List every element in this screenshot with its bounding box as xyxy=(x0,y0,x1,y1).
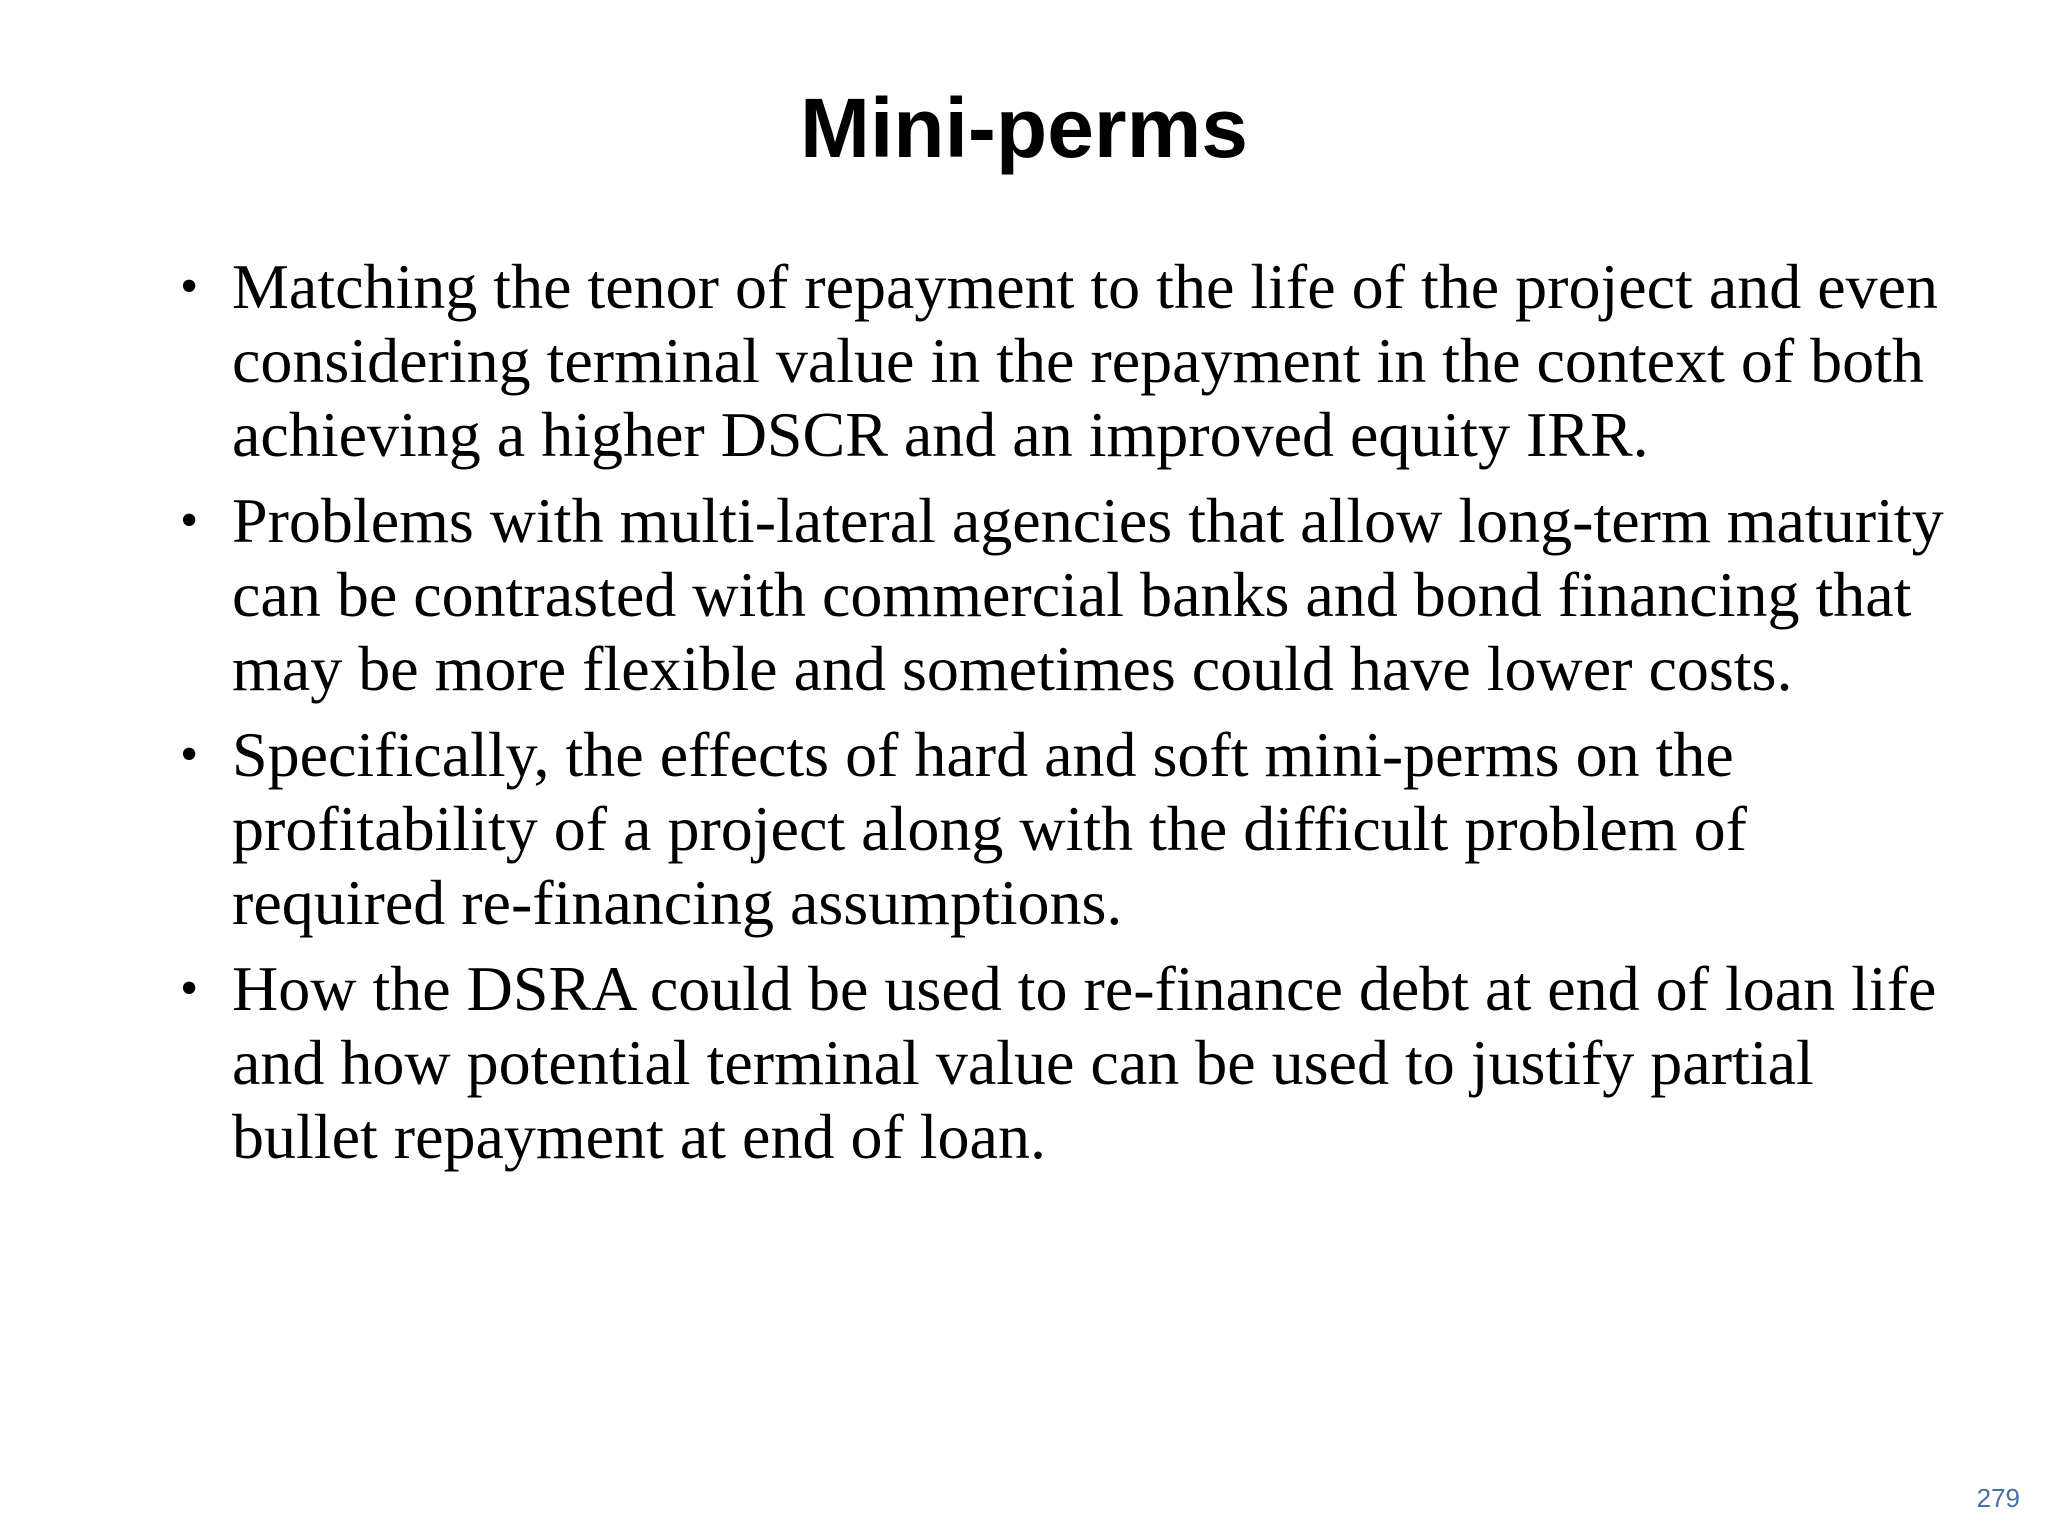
bullet-text: Matching the tenor of repayment to the life of the project and even considering terminal value in the repayment in the context of both achieving a higher DSCR and an improved equity IRR. xyxy=(232,251,1939,470)
bullet-list xyxy=(180,250,1960,1186)
bullet-dot-icon: • xyxy=(180,726,199,783)
page-number: 279 xyxy=(1976,1483,2020,1513)
bullet-text: How the DSRA could be used to re-finance debt at end of loan life and how potential terminal value can be used to justify partial bullet repayment at end of loan. xyxy=(232,953,1937,1172)
bullet-item xyxy=(180,250,1960,472)
bullet-dot-icon: • xyxy=(180,492,199,549)
bullet-text: Problems with multi-lateral agencies that allow long-term maturity can be contrasted with commercial banks and bond financing that may be more flexible and sometimes could have lower costs. xyxy=(232,485,1944,704)
slide-title: Mini-perms xyxy=(799,81,1249,175)
bullet-item xyxy=(180,952,1960,1174)
bullet-item xyxy=(180,484,1960,706)
bullet-item xyxy=(180,718,1960,940)
bullet-dot-icon: • xyxy=(180,960,199,1017)
bullet-dot-icon: • xyxy=(180,258,199,315)
bullet-text: Specifically, the effects of hard and soft mini-perms on the profitability of a project along with the difficult problem of required re-financing assumptions. xyxy=(232,719,1747,938)
